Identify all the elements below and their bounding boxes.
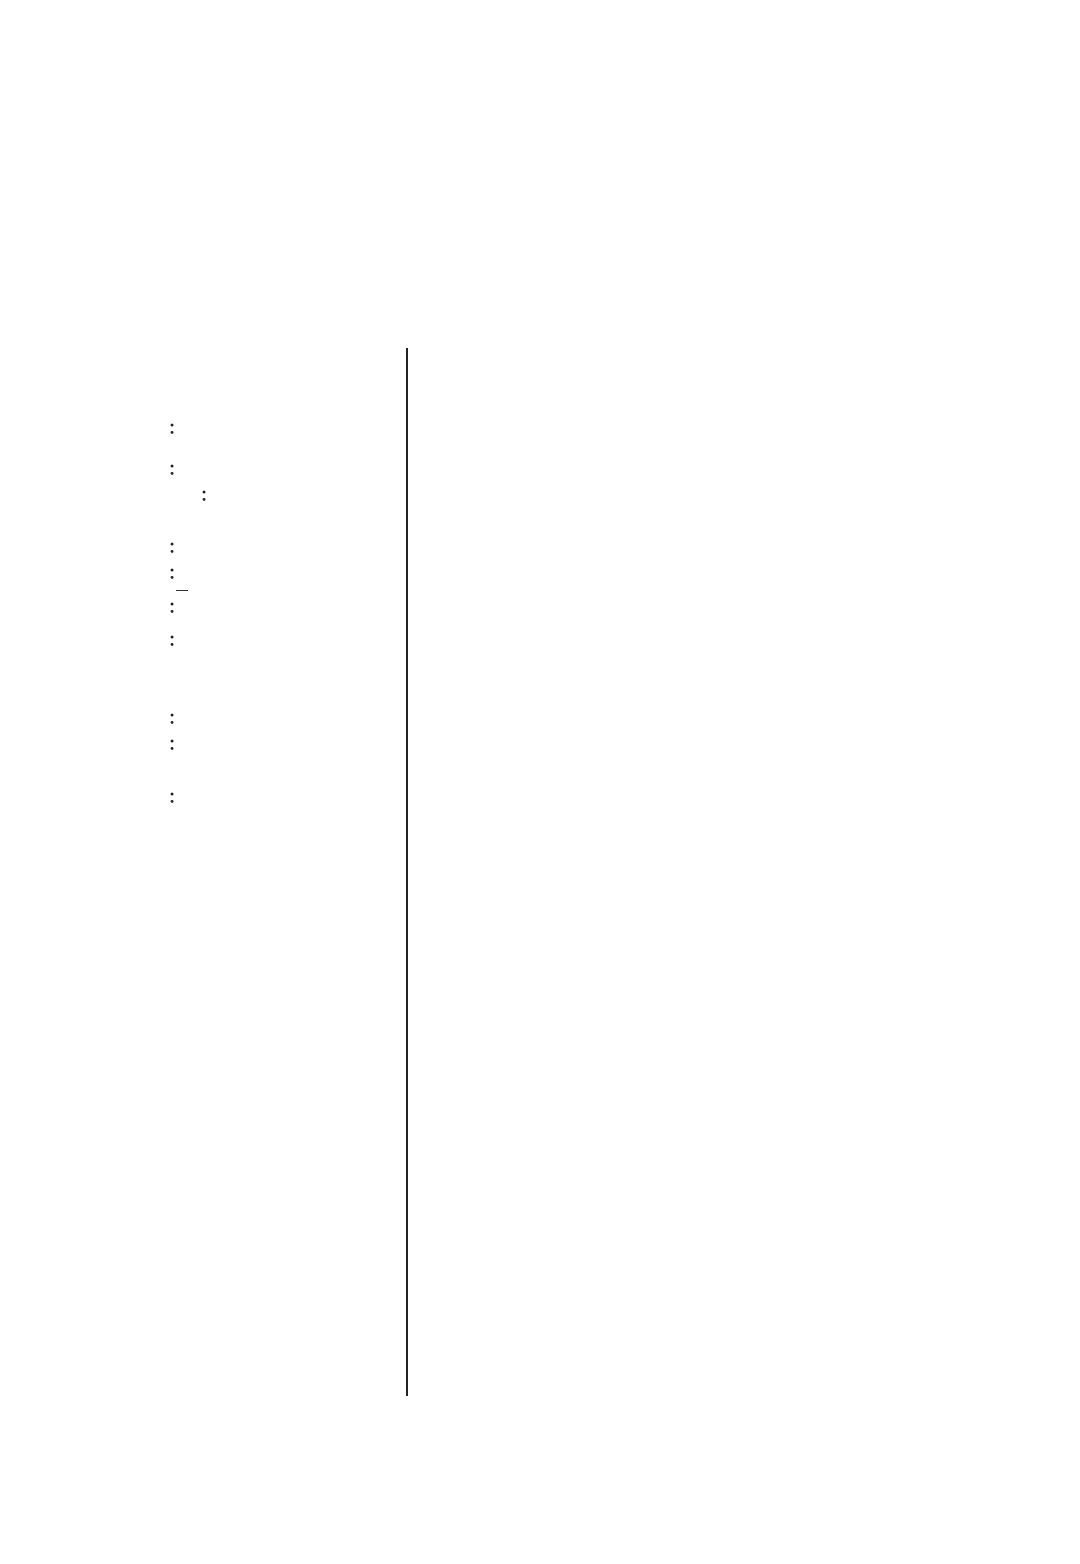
phone-label — [84, 535, 168, 561]
responsible-editors-row: ： — [84, 457, 400, 483]
board-members-note — [168, 390, 170, 416]
address-row: ： — [84, 483, 400, 509]
overseas-row: ： — [84, 732, 400, 758]
subscribe-line2 — [84, 654, 168, 680]
subscribe-line1 — [174, 628, 176, 654]
address-label — [84, 483, 200, 509]
responsible-editors-value — [174, 457, 176, 483]
phone-row: ： — [84, 535, 400, 561]
responsible-editors-label — [84, 457, 168, 483]
subscribe-phone-row: ： — [84, 706, 400, 732]
ad-hotline-value — [174, 785, 176, 811]
overseas-label — [84, 732, 168, 758]
subscribe-phone-value — [174, 706, 176, 732]
email-label — [84, 561, 168, 587]
exec-editors-value — [174, 416, 176, 442]
issn-value — [176, 590, 188, 591]
overseas-line1 — [174, 732, 176, 758]
subscribe-row: ： — [84, 628, 400, 654]
ad-hotline-label — [84, 785, 168, 811]
address-line2 — [84, 509, 206, 535]
column-divider — [406, 348, 408, 1396]
address-line1 — [206, 483, 208, 509]
ad-hotline-row: ： — [84, 785, 400, 811]
overseas-line2 — [84, 758, 188, 784]
email-value — [174, 561, 176, 587]
ad-license-value — [84, 837, 120, 863]
email-row: ： — [84, 561, 400, 587]
serial-numbers — [174, 590, 188, 628]
exec-editors-row: ： — [84, 416, 400, 442]
serial-row: ： — [84, 588, 400, 628]
masthead — [84, 350, 400, 863]
editorial-board-heading — [84, 364, 400, 390]
board-members-row — [84, 390, 400, 416]
exec-editors-label — [84, 416, 168, 442]
phone-value — [174, 535, 176, 561]
subscribe-label — [84, 628, 168, 654]
subscribe-line3 — [84, 680, 186, 706]
subscribe-phone-label — [84, 706, 168, 732]
board-members-label — [84, 390, 168, 416]
serial-label — [84, 588, 168, 628]
